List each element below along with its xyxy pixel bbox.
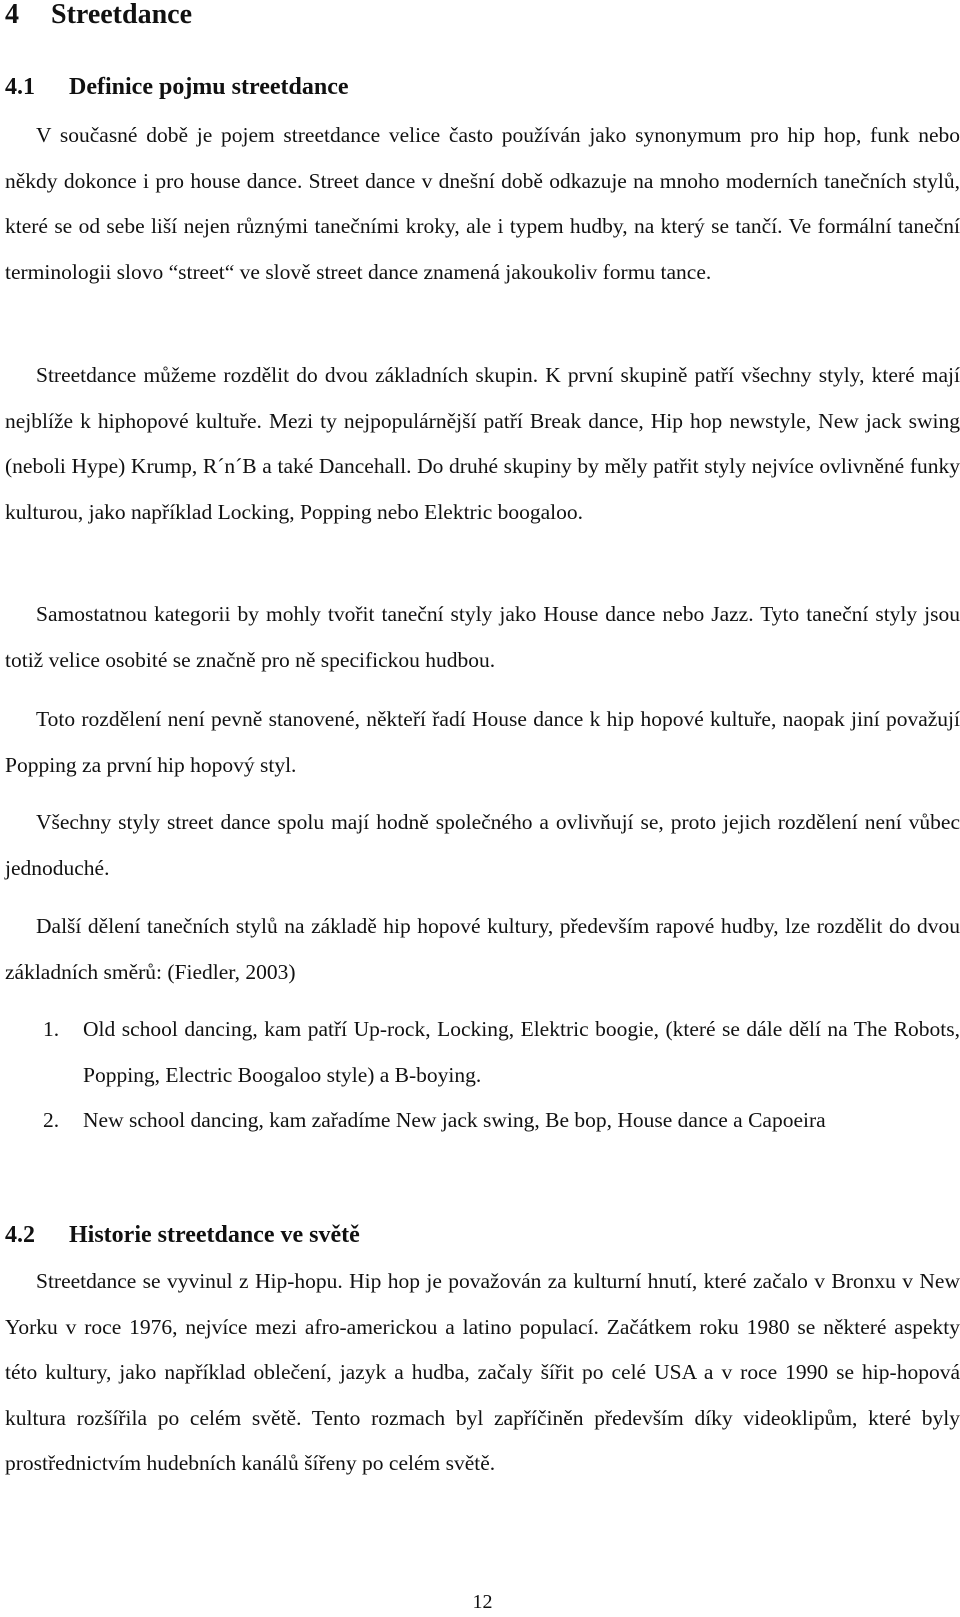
paragraph-definition: V současné době je pojem streetdance velice často používán jako synonymum pro hip hop, funk nebo někdy dokonce i pro house dance. Street dance v dnešní době odkazuje na mnoho moderních tanečních stylů, které se od sebe liší nejen různými tanečními kroky, ale i typem hudby, na který se tančí. Ve formální taneční terminologii slovo “street“ ve slově street dance znamená jakoukoliv formu tance. [5,123,960,284]
page-number: 12 [472,1591,493,1613]
paragraph-all-styles: Všechny styly street dance spolu mají hodně společného a ovlivňují se, proto jejich rozdělení není vůbec jednoduché. [5,810,960,880]
section-number: 4.1 [5,74,35,100]
chapter-title: Streetdance [51,0,192,30]
section-number: 4.2 [5,1222,35,1248]
dance-directions-list [5,1007,960,1144]
list-item [5,1007,960,1098]
paragraph-separate-category: Samostatnou kategorii by mohly tvořit taneční styly jako House dance nebo Jazz. Tyto taneční styly jsou totiž velice osobité se značně pro ně specifickou hudbou. [5,602,960,672]
section-heading-4-1 [5,73,349,101]
list-marker: 2. [43,1108,60,1133]
section-title: Definice pojmu streetdance [69,74,349,100]
list-marker: 1. [43,1017,60,1041]
paragraph-history: Streetdance se vyvinul z Hip-hopu. Hip hop je považován za kulturní hnutí, které začalo v Bronxu v New Yorku v roce 1976, nejvíce mezi afro-americkou a latino populací. Začátkem roku 1980 se některé aspekty této kultury, jako například oblečení, jazyk a hudba, začaly šířit po celé USA a v roce 1990 se hip-hopová kultura rozšířila po celém světě. Tento rozmach byl zapříčiněn především díky videoklipům, které byly prostřednictvím hudebních kanálů šířeny po celém světě. [5,1269,960,1476]
list-item-text: Old school dancing, kam patří Up-rock, Locking, Elektric boogie, (které se dále dělí na The Robots, Popping, Electric Boogaloo style) a B-boying. [83,1017,960,1087]
section-title: Historie streetdance ve světě [69,1222,360,1248]
list-item [5,1098,960,1144]
section-heading-4-2 [5,1221,360,1249]
paragraph-not-fixed: Toto rozdělení není pevně stanovené, někteří řadí House dance k hip hopové kultuře, naopak jiní považují Popping za první hip hopový styl. [5,707,960,777]
chapter-heading [5,0,192,30]
paragraph-groups: Streetdance můžeme rozdělit do dvou základních skupin. K první skupině patří všechny styly, které mají nejblíže k hiphopové kultuře. Mezi ty nejpopulárnější patří Break dance, Hip hop newstyle, New jack swing (neboli Hype) Krump, R´n´B a také Dancehall. Do druhé skupiny by měly patřit styly nejvíce ovlivněné funky kulturou, jako například Locking, Popping nebo Elektric boogaloo. [5,363,960,524]
list-item-text: New school dancing, kam zařadíme New jack swing, Be bop, House dance a Capoeira [83,1108,826,1133]
paragraph-further-division: Další dělení tanečních stylů na základě hip hopové kultury, především rapové hudby, lze rozdělit do dvou základních směrů: (Fiedler, 2003) [5,914,960,984]
chapter-number: 4 [5,0,19,30]
